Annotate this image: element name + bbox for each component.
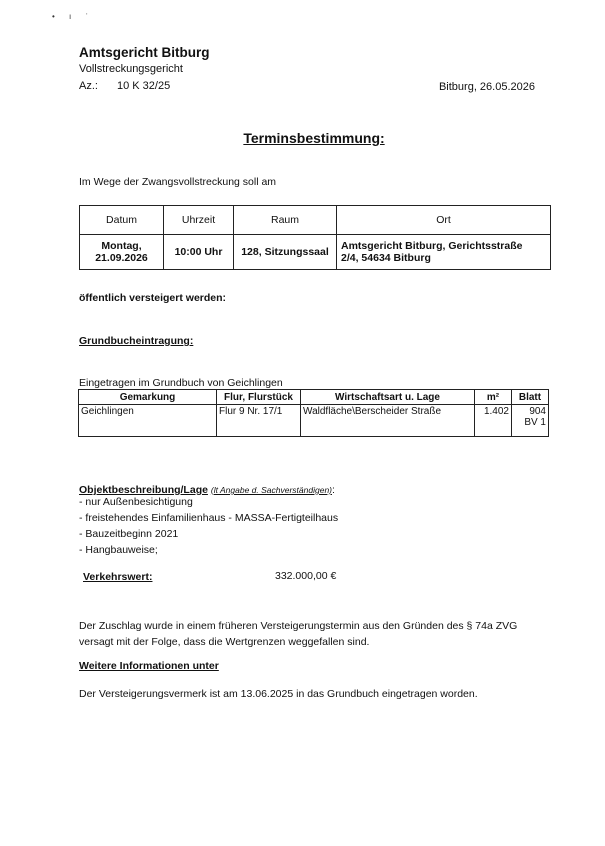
cell-datum — [80, 235, 164, 270]
weitere-info-heading: Weitere Informationen unter — [79, 660, 219, 672]
ort-line-2: 2/4, 54634 Bitburg — [341, 252, 431, 264]
cell-raum: 128, Sitzungssaal — [234, 235, 337, 270]
cell-m2: 1.402 — [475, 405, 512, 437]
blatt-number: 904 — [529, 406, 546, 417]
ort-line-1: Amtsgericht Bitburg, Gerichtsstraße — [341, 240, 523, 252]
header-raum: Raum — [234, 206, 337, 235]
vermerk-text: Der Versteigerungsvermerk ist am 13.06.2025 in das Grundbuch eingetragen worden. — [79, 688, 478, 700]
scan-marks: • ı ˈ — [52, 12, 95, 21]
case-number — [79, 80, 170, 92]
header-datum: Datum — [80, 206, 164, 235]
versteigert-text: öffentlich versteigert werden: — [79, 292, 227, 304]
header-gemarkung: Gemarkung — [79, 390, 217, 405]
grundbuch-heading: Grundbucheintragung: — [79, 335, 194, 347]
termin-table — [79, 205, 551, 270]
court-name: Amtsgericht Bitburg — [79, 45, 210, 60]
header-uhrzeit: Uhrzeit — [164, 206, 234, 235]
court-department: Vollstreckungsgericht — [79, 63, 183, 75]
intro-text: Im Wege der Zwangsvollstreckung soll am — [79, 176, 277, 188]
case-number-value: 10 K 32/25 — [117, 80, 171, 92]
objekt-item: - Hangbauweise; — [79, 544, 158, 556]
cell-flur: Flur 9 Nr. 17/1 — [217, 405, 301, 437]
cell-gemarkung: Geichlingen — [79, 405, 217, 437]
termin-table-row — [80, 235, 551, 270]
case-number-label: Az.: — [79, 80, 98, 92]
grundbuch-intro: Eingetragen im Grundbuch von Geichlingen — [79, 377, 283, 389]
objekt-colon: : — [332, 484, 335, 496]
header-ort: Ort — [337, 206, 551, 235]
grundbuch-table — [78, 389, 549, 437]
header-flur: Flur, Flurstück — [217, 390, 301, 405]
header-blatt: Blatt — [512, 390, 549, 405]
objekt-list — [79, 494, 338, 558]
cell-uhrzeit: 10:00 Uhr — [164, 235, 234, 270]
objekt-item: - nur Außenbesichtigung — [79, 496, 193, 508]
termin-table-header — [80, 206, 551, 235]
datum-date: 21.09.2026 — [95, 252, 148, 264]
objekt-heading: Objektbeschreibung/Lage — [79, 484, 208, 496]
header-wirtschaftsart: Wirtschaftsart u. Lage — [301, 390, 475, 405]
objekt-item: - freistehendes Einfamilienhaus - MASSA-Fertigteilhaus — [79, 512, 339, 524]
zuschlag-text: Der Zuschlag wurde in einem früheren Versteigerungstermin aus den Gründen des § 74a ZVG versagt mit der Folge, dass die Wertgrenzen weggefallen sind. — [79, 620, 518, 648]
verkehrswert-label: Verkehrswert: — [83, 571, 153, 583]
objekt-note: (lt Angabe d. Sachverständigen) — [210, 485, 332, 495]
grundbuch-table-header — [79, 390, 549, 405]
place-date: Bitburg, 26.05.2026 — [438, 81, 535, 93]
document-title: Terminsbestimmung: — [243, 130, 385, 146]
grundbuch-table-row — [79, 405, 549, 437]
blatt-bv: BV 1 — [524, 417, 546, 428]
objekt-item: - Bauzeitbeginn 2021 — [79, 528, 179, 540]
datum-weekday: Montag, — [101, 240, 142, 252]
cell-wirtschaftsart: Waldfläche\Berscheider Straße — [301, 405, 475, 437]
header-m2: m² — [475, 390, 512, 405]
verkehrswert-value: 332.000,00 € — [275, 570, 337, 582]
cell-ort — [337, 235, 551, 270]
cell-blatt — [512, 405, 549, 437]
